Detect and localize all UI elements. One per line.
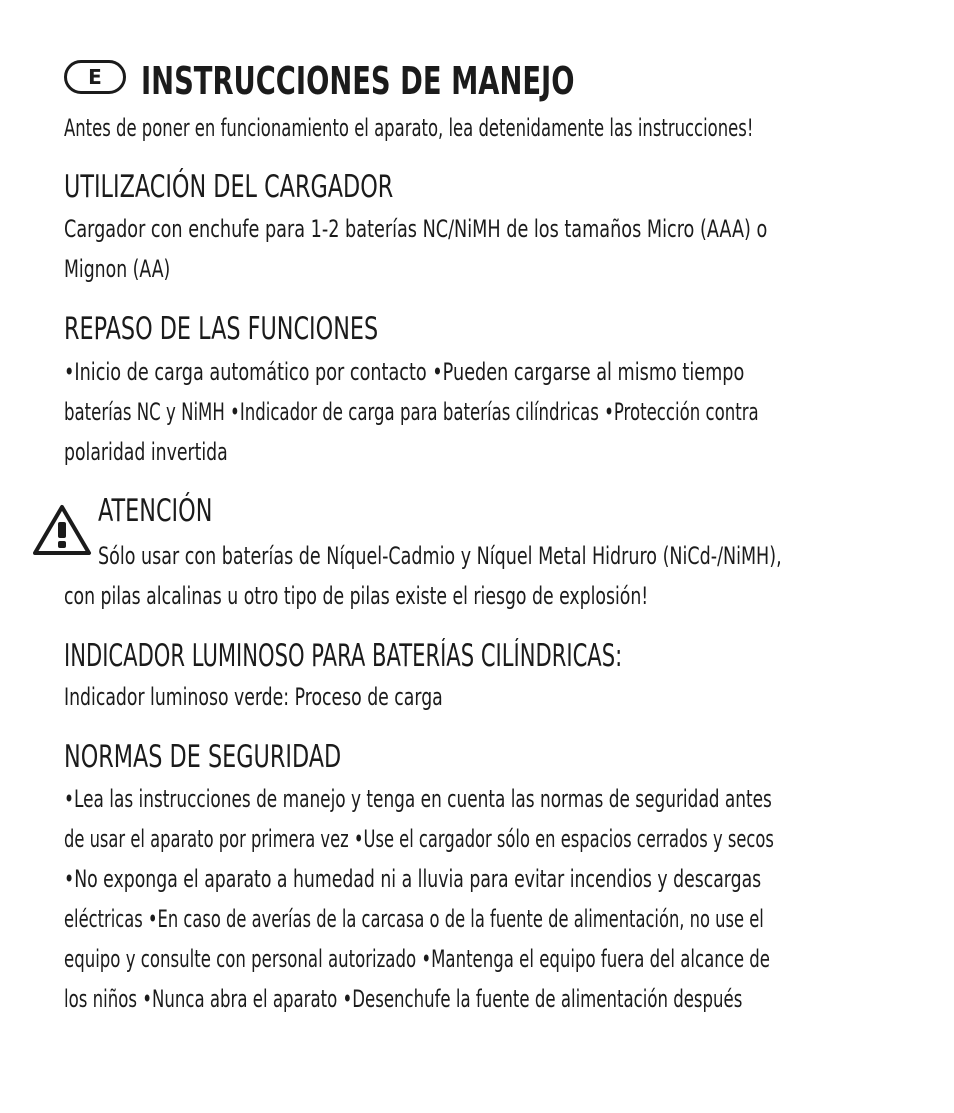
text-line [64,355,890,395]
heading-utilizacion [64,168,521,206]
heading-normas [64,738,449,776]
intro-line: Antes de poner en funcionamiento el aparato, lea detenidamente las instrucciones! [64,114,754,142]
heading-indicador-text: INDICADOR LUMINOSO PARA BATERÍAS CILÍNDRICAS: [64,638,623,674]
paragraph-atencion [64,539,890,619]
text-line [64,782,890,822]
text-line [64,212,890,252]
line-text: con pilas alcalinas u otro tipo de pilas existe el riesgo de explosión! [64,582,649,610]
line-text: •Inicio de carga automático por contacto •Pueden cargarse al mismo tiempo [64,358,745,386]
text-line [64,539,890,579]
line-text: de usar el aparato por primera vez •Use el cargador sólo en espacios cerrados y secos [64,825,774,853]
heading-normas-text: NORMAS DE SEGURIDAD [64,739,342,775]
language-badge: E [64,60,126,94]
heading-indicador [64,637,885,675]
paragraph-indicador [64,680,890,720]
line-text: Sólo usar con baterías de Níquel-Cadmio y Níquel Metal Hidruro (NiCd-/NiMH), [98,542,782,570]
text-line [64,942,890,982]
heading-utilizacion-text: UTILIZACIÓN DEL CARGADOR [64,169,394,205]
text-line [64,902,890,942]
text-line [64,395,890,435]
text-line [64,862,890,902]
line-text: Mignon (AA) [64,255,171,283]
line-text: Cargador con enchufe para 1-2 baterías NC/NiMH de los tamaños Micro (AAA) o [64,215,768,243]
paragraph-repaso [64,355,890,475]
line-text: equipo y consulte con personal autorizado •Mantenga el equipo fuera del alcance de [64,945,770,973]
text-line [64,252,890,292]
heading-atencion-text: ATENCIÓN [98,493,213,529]
text-line [64,579,890,619]
page-title: INSTRUCCIONES DE MANEJO [141,59,575,103]
intro-text [64,112,954,144]
paragraph-utilizacion [64,212,890,292]
line-text: •No exponga el aparato a humedad ni a lluvia para evitar incendios y descargas [64,865,762,893]
heading-repaso-text: REPASO DE LAS FUNCIONES [64,311,379,347]
line-text: •Lea las instrucciones de manejo y tenga en cuenta las normas de seguridad antes [64,785,772,813]
text-line [64,680,890,720]
line-text: baterías NC y NiMH •Indicador de carga para baterías cilíndricas •Protección contra [64,398,759,426]
paragraph-normas [64,782,890,1022]
line-text: polaridad invertida [64,438,228,466]
line-text: eléctricas •En caso de averías de la carcasa o de la fuente de alimentación, no use el [64,905,764,933]
line-text: los niños •Nunca abra el aparato •Desenchufe la fuente de alimentación después [64,985,743,1013]
text-line [64,435,890,475]
heading-atencion [98,492,257,530]
text-line [64,822,890,862]
line-text: Indicador luminoso verde: Proceso de carga [64,683,443,711]
text-line [64,982,890,1022]
heading-repaso [64,310,500,348]
